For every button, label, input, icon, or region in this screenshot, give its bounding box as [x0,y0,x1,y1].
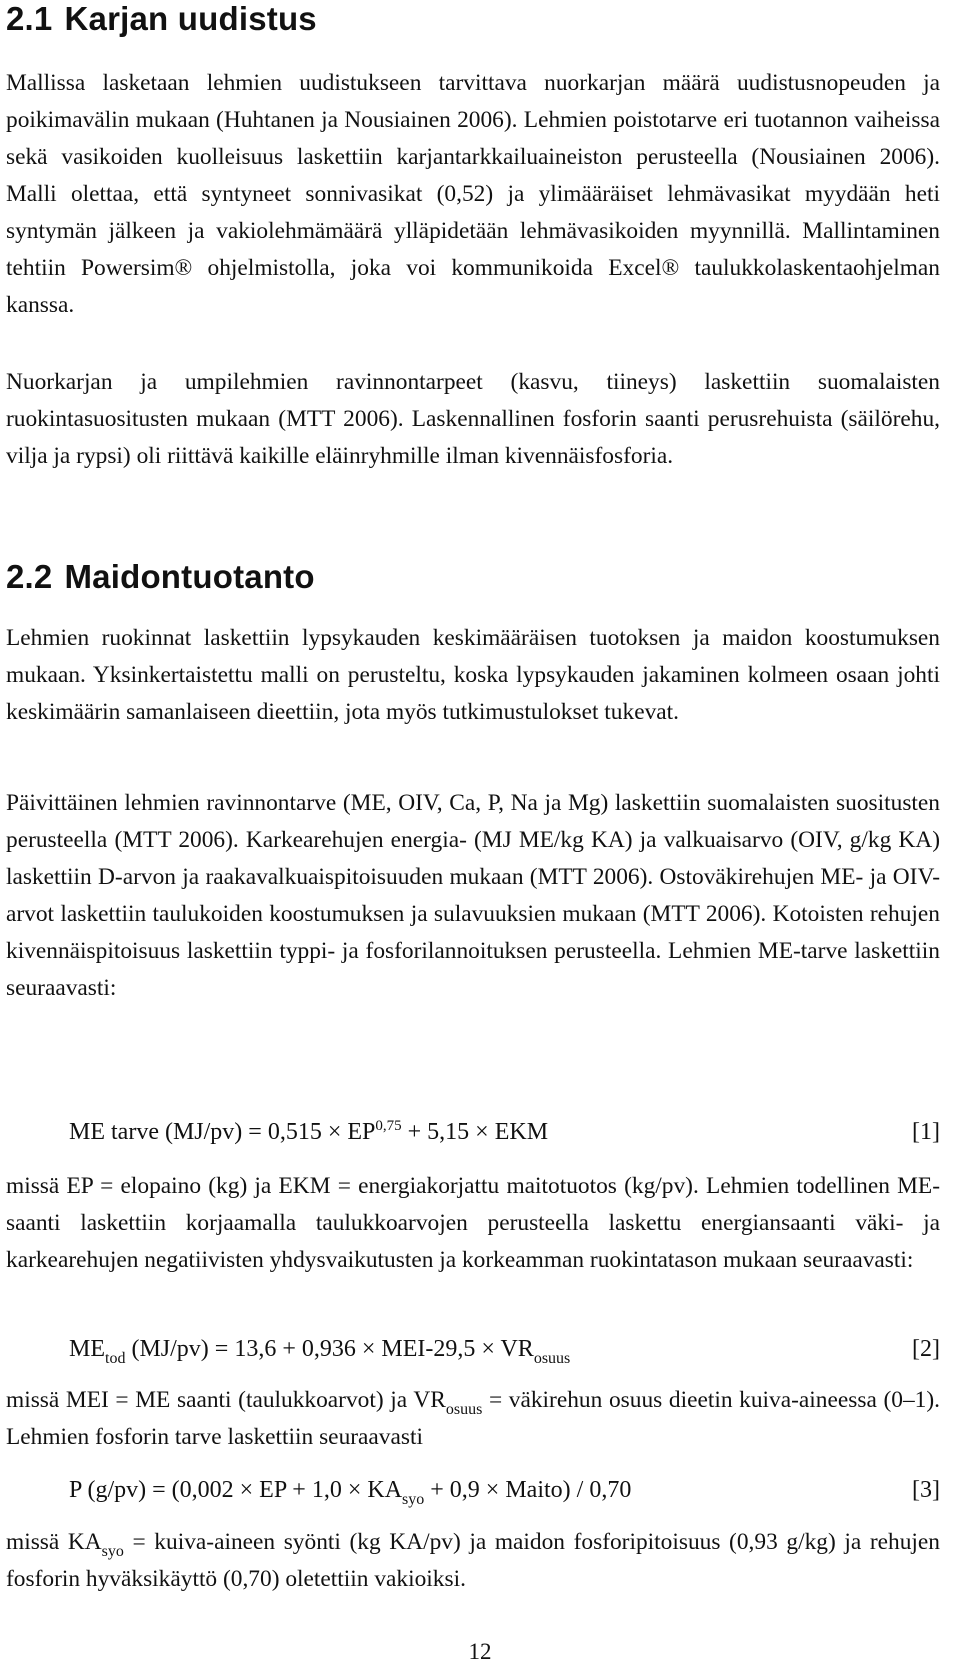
equation-3-subscript: syo [402,1491,425,1508]
subscript: osuus [445,1401,483,1418]
equation-2-term: ME [69,1336,105,1362]
section-title: Karjan uudistus [64,0,317,37]
paragraph-after-equation-3 [6,1524,940,1598]
equation-3-term: + 0,9 × Maito) / 0,70 [424,1477,632,1503]
section-number: 2.1 [6,0,53,37]
section-title: Maidontuotanto [64,558,315,595]
text-run: missä KA [6,1529,102,1555]
equation-2-subscript: osuus [533,1350,571,1367]
equation-1-right: + 5,15 × EKM [401,1119,549,1145]
equation-1-body [69,1113,548,1151]
paragraph-karjan-uudistus-1: Mallissa lasketaan lehmien uudistukseen tarvittava nuorkarjan määrä uudistusnopeuden ja poikimavälin mukaan (Huhtanen ja Nousiainen 2006). Lehmien poistotarve eri tuotannon vaiheissa sekä vasikoiden kuolleisuus laskettiin karjantarkkailuaineiston perusteella (Nousiainen 2006). Malli olettaa, että syntyneet sonnivasikat (0,52) ja ylimääräiset lehmävasikat myydään heti syntymän jälkeen ja vakiolehmämäärä ylläpidetään lehmävasikoiden myynnillä. Mallintaminen tehtiin Powersim® ohjelmistolla, joka voi kommunikoida Excel® taulukkolaskentaohjelman kanssa. [6,70,940,318]
equation-1-left: ME tarve (MJ/pv) = 0,515 × EP [69,1119,376,1145]
document-page [6,0,940,1667]
section-number: 2.2 [6,558,53,595]
text-run: missä MEI = ME saanti (taulukkoarvot) ja VR [6,1387,446,1413]
page-number: 12 [468,1639,492,1664]
text-run: = kuiva-aineen syönti (kg KA/pv) ja maidon fosforipitoisuus (0,93 g/kg) ja rehujen fosforin hyväksikäyttö (0,70) oletettiin vakioiksi. [6,1529,940,1592]
equation-2-body [69,1330,570,1368]
equation-1 [69,1113,940,1151]
paragraph-karjan-uudistus-2: Nuorkarjan ja umpilehmien ravinnontarpeet (kasvu, tiineys) laskettiin suomalaisten ruokintasuositusten mukaan (MTT 2006). Laskennallinen fosforin saanti perusrehuista (säilörehu, vilja ja rypsi) oli riittävä kaikille eläinryhmille ilman kivennäisfosforia. [6,369,940,469]
text-run: = väkirehun osuus dieetin kuiva-aineessa (0–1). Lehmien fosforin tarve laskettiin seuraavasti [6,1387,940,1450]
subscript: syo [101,1543,124,1560]
paragraph-after-equation-1: missä EP = elopaino (kg) ja EKM = energiakorjattu maitotuotos (kg/pv). Lehmien todellinen ME-saanti laskettiin korjaamalla taulukkoarvojen perusteella laskettu energiansaanti väki- ja karkearehujen negatiivisten yhdysvaikutusten ja korkeamman ruokintatason mukaan seuraavasti: [6,1173,940,1273]
equation-3 [69,1471,940,1509]
equation-1-number: [1] [912,1119,940,1145]
section-heading-2-2 [6,558,940,596]
section-heading-2-1 [6,0,940,38]
equation-3-term: P (g/pv) = (0,002 × EP + 1,0 × KA [69,1477,403,1503]
equation-2-number: [2] [912,1336,940,1362]
paragraph-maidontuotanto-2: Päivittäinen lehmien ravinnontarve (ME, OIV, Ca, P, Na ja Mg) laskettiin suomalaisten suositusten perusteella (MTT 2006). Karkearehujen energia- (MJ ME/kg KA) ja valkuaisarvo (OIV, g/kg KA) laskettiin D-arvon ja raakavalkuaispitoisuuden mukaan (MTT 2006). Ostoväkirehujen ME- ja OIV-arvot laskettiin taulukoiden koostumuksen ja sulavuuksien mukaan (MTT 2006). Kotoisten rehujen kivennäispitoisuus laskettiin typpi- ja fosforilannoituksen perusteella. Lehmien ME-tarve laskettiin seuraavasti: [6,790,940,1001]
equation-2-term: (MJ/pv) = 13,6 + 0,936 × MEI-29,5 × VR [125,1336,534,1362]
equation-3-body [69,1471,631,1509]
equation-1-exponent: 0,75 [375,1118,402,1134]
paragraph-maidontuotanto-1: Lehmien ruokinnat laskettiin lypsykauden keskimääräisen tuotoksen ja maidon koostumuksen mukaan. Yksinkertaistettu malli on perusteltu, koska lypsykauden jakaminen kolmeen osaan johti keskimäärin samanlaiseen dieettiin, jota myös tutkimustulokset tukevat. [6,625,940,725]
paragraph-after-equation-2 [6,1382,940,1456]
equation-2-subscript: tod [105,1350,126,1367]
equation-2 [69,1330,940,1368]
equation-3-number: [3] [912,1477,940,1503]
